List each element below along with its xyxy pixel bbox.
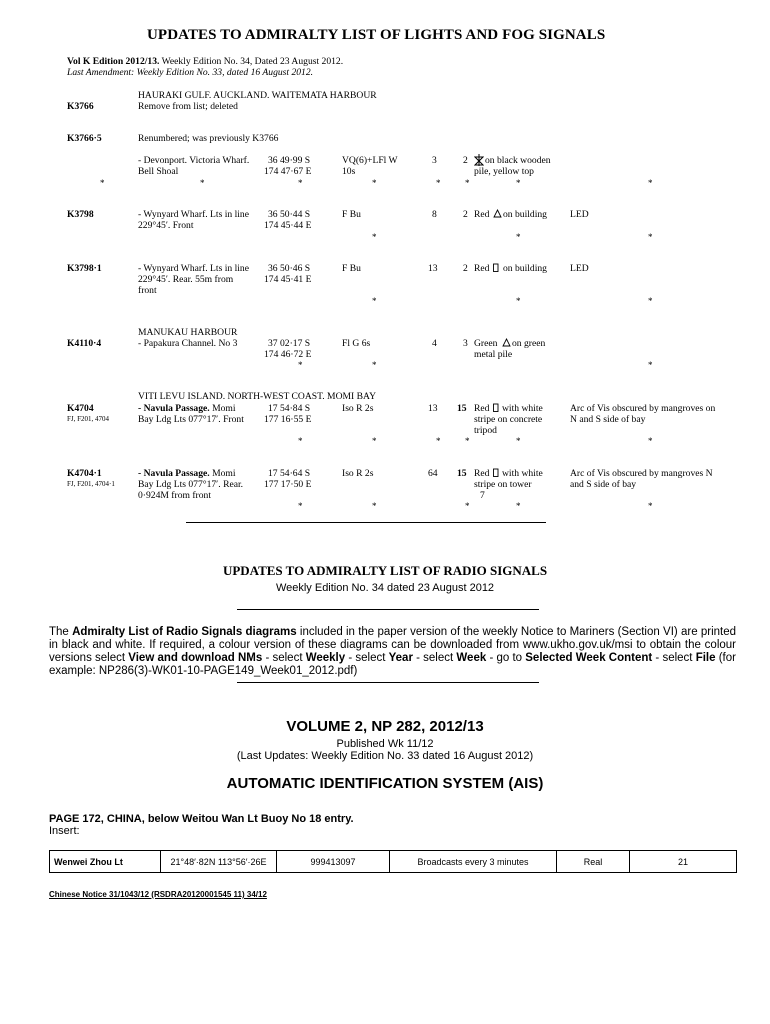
entry-number: K4110·4 (67, 338, 102, 349)
longitude: 177 17·50 E (264, 479, 312, 490)
change-marker: * (372, 436, 377, 446)
light-location: Bay Ldg Lts 077°17′. Front (138, 414, 244, 425)
latitude: 17 54·84 S (268, 403, 311, 414)
paragraph-text: included in the paper version of the weekly Notice to Mariners (Section VI) are printed in black and white. If required, a colour version of these diagrams can be downloaded from www.ukho.gov.uk/msi to obtain the colour versions select (49, 626, 737, 664)
light-structure: on building (503, 209, 547, 220)
location-name: - Navula Passage. (138, 403, 210, 414)
volume-title: VOLUME 2, NP 282, 2012/13 (286, 718, 484, 735)
light-range: 15 (457, 403, 467, 414)
longitude: 174 47·67 E (264, 166, 312, 177)
light-structure: stripe on tower (474, 479, 532, 490)
paragraph-text: - go to (486, 652, 526, 664)
change-marker: * (372, 178, 377, 188)
latitude: 36 50·46 S (268, 263, 311, 274)
light-location: - Wynyard Wharf. Lts in line (138, 209, 249, 220)
section-divider (237, 609, 539, 610)
paragraph-text: - select (262, 652, 306, 664)
change-marker: * (298, 436, 303, 446)
change-marker: * (298, 360, 303, 370)
edition-volume: Vol K Edition 2012/13. (67, 56, 160, 67)
light-remarks: and S side of bay (570, 479, 637, 490)
location-rest: Momi (209, 468, 236, 479)
longitude: 174 46·72 E (264, 349, 312, 360)
latitude: 17 54·64 S (268, 468, 311, 479)
light-location: 229°45′. Front (138, 220, 194, 231)
latitude: 36 50·44 S (268, 209, 311, 220)
section-divider (186, 522, 546, 523)
light-location (138, 403, 236, 414)
light-location: - Papakura Channel. No 3 (138, 338, 238, 349)
light-structure: tripod (474, 425, 497, 436)
light-structure: with white (502, 403, 543, 414)
light-range: 15 (457, 468, 467, 479)
area-heading-hauraki: HAURAKI GULF. AUCKLAND. WAITEMATA HARBOUR (138, 90, 377, 101)
radio-title: UPDATES TO ADMIRALTY LIST OF RADIO SIGNALS (222, 563, 548, 578)
light-remarks: Arc of Vis obscured by mangroves N (570, 468, 713, 479)
paragraph-text: - select (345, 652, 389, 664)
change-marker: * (648, 501, 653, 511)
change-marker: * (516, 296, 521, 306)
light-height: 8 (432, 209, 437, 220)
ais-insert-label: Insert: (49, 825, 80, 837)
light-height: 13 (428, 403, 438, 414)
ais-type: Real (557, 851, 630, 873)
change-marker: * (648, 436, 653, 446)
change-marker: * (648, 178, 653, 188)
light-height: 3 (432, 155, 437, 166)
change-marker: * (372, 501, 377, 511)
change-marker: * (648, 360, 653, 370)
light-location: - Wynyard Wharf. Lts in line (138, 263, 249, 274)
entry-number: K4704·1 (67, 468, 102, 479)
light-range: 3 (463, 338, 468, 349)
entry-number: K3766·5 (67, 133, 102, 144)
volume-published: Published Wk 11/12 (336, 738, 434, 750)
ais-title: AUTOMATIC IDENTIFICATION SYSTEM (AIS) (226, 775, 544, 792)
paragraph-emphasis: Year (388, 652, 413, 664)
light-location: Bay Ldg Lts 077°17′. Rear. (138, 479, 244, 490)
area-heading-manukau: MANUKAU HARBOUR (138, 327, 238, 338)
light-location: Bell Shoal (138, 166, 179, 177)
change-marker: * (516, 178, 521, 188)
light-remarks: LED (570, 209, 589, 220)
paragraph-text: The (49, 626, 73, 638)
volume-last-updates: (Last Updates: Weekly Edition No. 33 dated 16 August 2012) (236, 750, 534, 762)
entry-number: K4704 (67, 403, 94, 414)
light-characteristic: VQ(6)+LFl W (342, 155, 398, 166)
ais-message: 21 (630, 851, 737, 873)
change-marker: * (298, 501, 303, 511)
light-location: 229°45′. Rear. 55m from (138, 274, 234, 285)
light-structure: with white (502, 468, 543, 479)
light-height: 13 (428, 263, 438, 274)
ais-page-reference: PAGE 172, CHINA, below Weitou Wan Lt Buoy No 18 entry. (49, 813, 354, 825)
ais-broadcast: Broadcasts every 3 minutes (390, 851, 557, 873)
change-marker: * (465, 436, 470, 446)
light-range: 2 (463, 263, 468, 274)
paragraph-text: - select (412, 652, 457, 664)
light-height: 4 (432, 338, 437, 349)
table-row (50, 851, 737, 873)
change-marker: * (372, 360, 377, 370)
ais-mmsi: 999413097 (277, 851, 390, 873)
last-amendment: Last Amendment: Weekly Edition No. 33, dated 16 August 2012. (67, 67, 314, 78)
light-structure: pile, yellow top (474, 166, 534, 177)
light-structure: on green (512, 338, 546, 349)
light-colour: Green (474, 338, 498, 349)
light-remarks: N and S side of bay (570, 414, 646, 425)
entry-number: K3798 (67, 209, 94, 220)
change-marker: * (516, 232, 521, 242)
change-marker: * (372, 296, 377, 306)
paragraph-emphasis: Weekly (305, 652, 346, 664)
paragraph-emphasis: Selected Week Content (525, 652, 653, 664)
light-height: 64 (428, 468, 438, 479)
light-location: front (138, 285, 157, 296)
lights-title: UPDATES TO ADMIRALTY LIST OF LIGHTS AND FOG SIGNALS (147, 27, 606, 43)
entry-reference: FJ, F201, 4704 (67, 415, 110, 423)
radio-subtitle: Weekly Edition No. 34 dated 23 August 2012 (275, 582, 495, 594)
change-marker: * (298, 178, 303, 188)
change-marker: * (436, 178, 441, 188)
longitude: 177 16·55 E (264, 414, 312, 425)
entry-number: K3766 (67, 101, 94, 112)
light-location: 0·924M from front (138, 490, 212, 501)
paragraph-emphasis: View and download NMs (128, 652, 263, 664)
light-colour: Red (474, 468, 490, 479)
entry-reference: FJ, F201, 4704·1 (67, 480, 115, 488)
change-marker: * (465, 178, 470, 188)
paragraph-emphasis: Week (456, 652, 487, 664)
light-colour: Red (474, 403, 490, 414)
location-rest: Momi (209, 403, 236, 414)
longitude: 174 45·41 E (264, 274, 312, 285)
paragraph-emphasis: File (695, 652, 716, 664)
change-marker: * (436, 436, 441, 446)
change-marker: * (648, 232, 653, 242)
light-characteristic: Iso R 2s (342, 403, 374, 414)
paragraph-emphasis: Admiralty List of Radio Signals diagrams (72, 626, 297, 638)
light-range: 2 (463, 209, 468, 220)
notice-reference: Chinese Notice 31/1043/12 (RSDRA20120001545 11) 34/12 (49, 890, 267, 899)
change-marker: * (516, 436, 521, 446)
light-structure: 7 (480, 490, 485, 501)
edition-line (67, 56, 343, 67)
paragraph-text: - select (652, 652, 696, 664)
light-structure: stripe on concrete (474, 414, 543, 425)
ais-station-name: Wenwei Zhou Lt (50, 851, 161, 873)
latitude: 36 49·99 S (268, 155, 311, 166)
light-location (138, 468, 236, 479)
change-marker: * (516, 501, 521, 511)
triangle-icon (493, 209, 502, 221)
ais-table (49, 850, 737, 873)
light-characteristic: F Bu (342, 263, 361, 274)
latitude: 37 02·17 S (268, 338, 311, 349)
change-marker: * (372, 232, 377, 242)
area-heading-viti-levu: VITI LEVU ISLAND. NORTH-WEST COAST. MOMI BAY (138, 391, 377, 402)
entry-number: K3798·1 (67, 263, 102, 274)
change-marker: * (465, 501, 470, 511)
edition-weekly: Weekly Edition No. 34, Dated 23 August 2012. (159, 56, 344, 67)
light-period: 10s (342, 166, 356, 177)
rectangle-icon (493, 263, 499, 275)
location-name: - Navula Passage. (138, 468, 210, 479)
light-colour: Red (474, 209, 490, 220)
light-colour: Red (474, 263, 490, 274)
radio-paragraph (49, 626, 736, 678)
light-structure: on building (503, 263, 547, 274)
light-range: 2 (463, 155, 468, 166)
longitude: 174 45·44 E (264, 220, 312, 231)
change-marker: * (648, 296, 653, 306)
light-structure: metal pile (474, 349, 513, 360)
ais-position: 21°48′·82N 113°56′·26E (161, 851, 277, 873)
light-remarks: LED (570, 263, 589, 274)
entry-note: Remove from list; deleted (138, 101, 238, 112)
light-remarks: Arc of Vis obscured by mangroves on (570, 403, 716, 414)
light-characteristic: Iso R 2s (342, 468, 374, 479)
paragraph-text: (for example: NP286(3)-WK01-10-PAGE149_Week01_2012.pdf) (49, 652, 736, 677)
change-marker: * (200, 178, 205, 188)
light-characteristic: Fl G 6s (342, 338, 371, 349)
light-characteristic: F Bu (342, 209, 361, 220)
entry-note: Renumbered; was previously K3766 (138, 133, 279, 144)
light-structure: on black wooden (485, 155, 551, 166)
light-location: - Devonport. Victoria Wharf. (138, 155, 250, 166)
section-divider (237, 682, 539, 683)
change-marker: * (100, 178, 105, 188)
